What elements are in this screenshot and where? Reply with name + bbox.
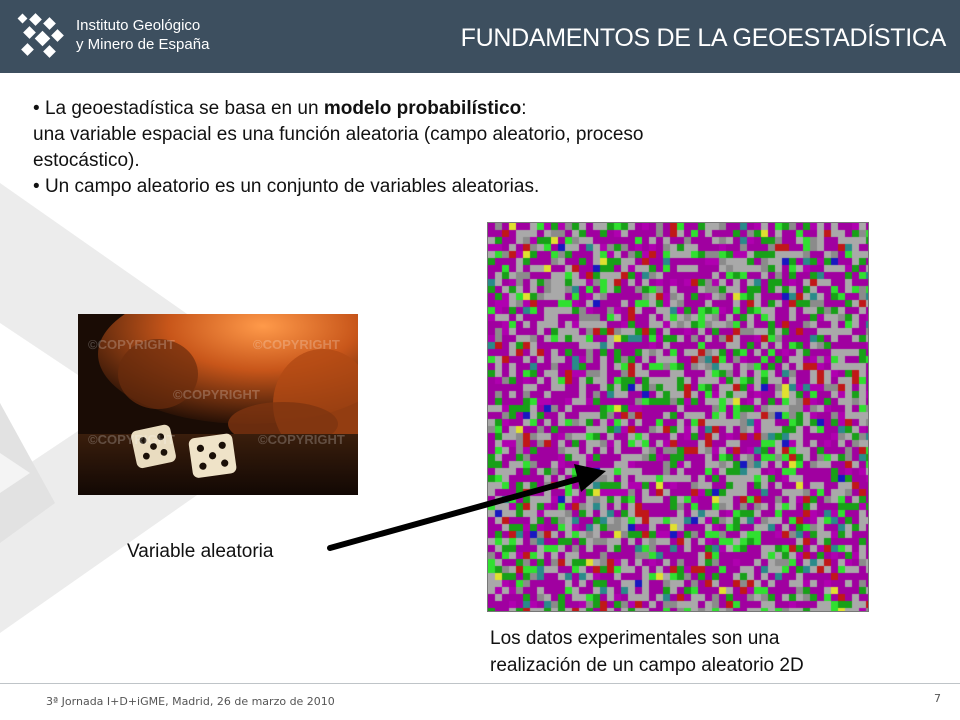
bullet-1: • La geoestadística se basa en un modelo probabilístico: xyxy=(33,98,527,119)
footer-divider xyxy=(0,683,960,684)
field-caption xyxy=(490,625,804,679)
header-bar xyxy=(0,0,960,73)
watermark-1: ©COPYRIGHT xyxy=(88,337,175,352)
bullet-2: • Un campo aleatorio es un conjunto de variables aleatorias. xyxy=(33,176,540,197)
footer-text: 3ª Jornada I+D+iGME, Madrid, 26 de marzo de 2010 xyxy=(46,695,335,708)
field-caption-line1: Los datos experimentales son una xyxy=(490,628,780,649)
page-number: 7 xyxy=(934,692,941,705)
body-line-3: estocástico). xyxy=(33,150,140,171)
field-caption-line2: realización de un campo aleatorio 2D xyxy=(490,655,804,676)
random-field-grid xyxy=(487,222,869,612)
institute-name-line1: Instituto Geológico xyxy=(76,17,201,34)
slide-title: FUNDAMENTOS DE LA GEOESTADÍSTICA xyxy=(460,24,946,52)
watermark-3: ©COPYRIGHT xyxy=(173,387,260,402)
bullet-1-suffix: : xyxy=(521,98,527,119)
random-variable-label: Variable aleatoria xyxy=(127,541,274,562)
institute-name xyxy=(76,16,209,54)
bullet-1-bold: modelo probabilístico xyxy=(323,98,522,119)
random-field-canvas xyxy=(488,223,868,611)
watermark-4: ©COPYRIGHT xyxy=(88,432,175,447)
body-line-2: una variable espacial es una función aleatoria (campo aleatorio, proceso xyxy=(33,124,644,145)
bullet-2-text: Un campo aleatorio es un conjunto de variables aleatorias. xyxy=(44,176,540,197)
watermark-2: ©COPYRIGHT xyxy=(253,337,340,352)
dice-photo xyxy=(78,314,358,495)
body-text xyxy=(33,96,913,200)
watermark-5: ©COPYRIGHT xyxy=(258,432,345,447)
bullet-1-text: La geoestadística se basa en un xyxy=(44,98,324,119)
institute-name-line2: y Minero de España xyxy=(76,36,210,53)
igme-logo-icon xyxy=(17,13,69,61)
